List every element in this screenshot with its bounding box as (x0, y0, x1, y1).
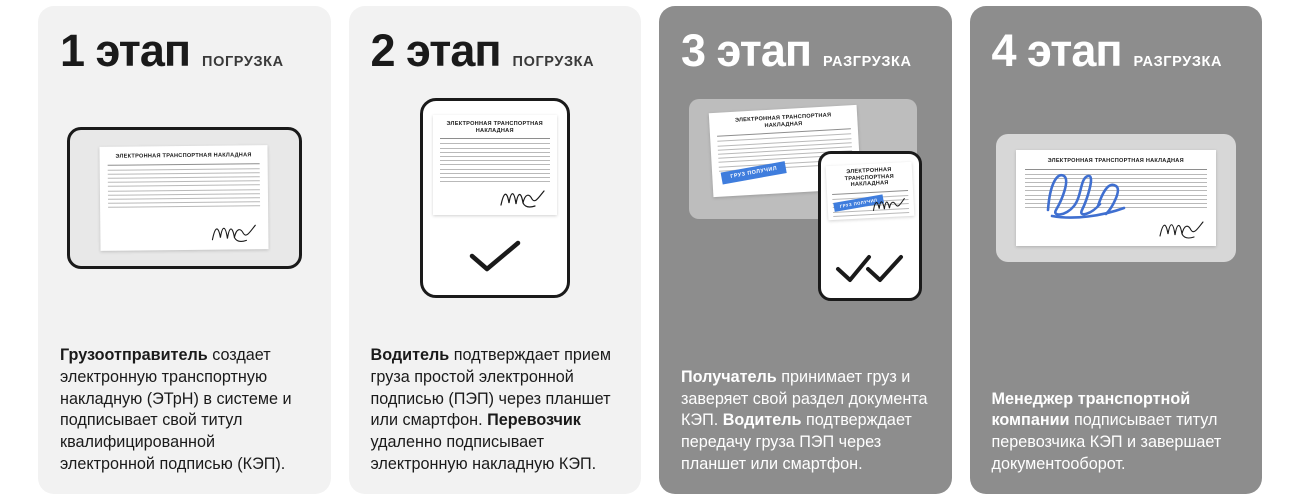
waybill-document (1016, 150, 1216, 246)
signature-mark-icon (871, 194, 910, 215)
document-title: ЭЛЕКТРОННАЯ ТРАНСПОРТНАЯ НАКЛАДНАЯ (446, 121, 543, 134)
stage-illustration-4 (992, 93, 1241, 303)
document-title: ЭЛЕКТРОННАЯ ТРАНСПОРТНАЯ НАКЛАДНАЯ (1047, 158, 1184, 164)
stage-illustration-2 (371, 93, 620, 303)
tablet-portrait-device-icon (420, 98, 570, 298)
stage-description-1: Грузоотправитель создает электронную транспортную накладную (ЭТрН) в системе и подписывает свой титул квалифицированной электронной подписью (КЭП). (60, 345, 292, 474)
checkmark-icon (468, 239, 522, 273)
document-text-lines (440, 143, 550, 182)
cargo-received-stamp-mobile: ГРУЗ ПОЛУЧИЛ (833, 194, 884, 212)
signature-mark-icon (499, 185, 551, 211)
document-text-lines (108, 168, 260, 208)
stage-illustration-3 (681, 93, 930, 303)
stage-description-4: Менеджер транспортной компании подписывает титул перевозчика КЭП и завершает документооборот. (991, 389, 1222, 474)
stage-card-1 (38, 6, 331, 494)
stage-kind-1: ПОГРУЗКА (202, 54, 284, 70)
blue-signature-icon (1040, 166, 1144, 222)
cargo-received-stamp: ГРУЗ ПОЛУЧИЛ (721, 161, 787, 184)
waybill-document (433, 115, 557, 215)
tablet-device-icon (67, 127, 302, 269)
stage-number-3: 3 этап (681, 25, 812, 76)
signature-mark-icon (1158, 216, 1210, 242)
smartphone-device-icon (818, 151, 922, 301)
stage-kind-3: РАЗГРУЗКА (823, 54, 912, 70)
waybill-document-mobile (825, 162, 914, 220)
stage-kind-2: ПОГРУЗКА (512, 54, 595, 70)
document-divider (108, 163, 260, 166)
document-divider (440, 138, 550, 139)
stage-number-2: 2 этап (370, 25, 501, 76)
stage-card-4 (970, 6, 1263, 494)
stage-number-1: 1 этап (60, 25, 191, 76)
tablet-device-icon (996, 134, 1236, 262)
document-title: ЭЛЕКТРОННАЯ ТРАНСПОРТНАЯ НАКЛАДНАЯ (115, 152, 252, 160)
stage-description-2: Водитель подтверждает прием груза простой электронной подписью (ПЭП) через планшет или смартфон. Перевозчик удаленно подписывает электронную накладную КЭП. (370, 345, 612, 474)
double-checkmark-icon (821, 254, 919, 284)
stage-header-4 (991, 25, 1241, 76)
waybill-document (100, 145, 269, 251)
stage-description-3: Получатель принимает груз и заверяет свой раздел документа КЭП. Водитель подтверждает передачу груза ПЭП через планшет или смартфон. (681, 367, 928, 474)
stage-number-4: 4 этап (991, 25, 1122, 76)
document-title: ЭЛЕКТРОННАЯ ТРАНСПОРТНАЯ НАКЛАДНАЯ (734, 112, 832, 129)
signature-mark-icon (210, 219, 262, 246)
stage-illustration-1 (60, 93, 309, 303)
stage-card-3 (659, 6, 952, 494)
stage-header-2 (370, 25, 620, 76)
stage-header-3 (681, 25, 930, 76)
stage-kind-4: РАЗГРУЗКА (1133, 54, 1223, 70)
stage-header-1 (60, 25, 309, 76)
document-title: ЭЛЕКТРОННАЯ ТРАНСПОРТНАЯ НАКЛАДНАЯ (844, 166, 894, 189)
stage-card-2 (349, 6, 642, 494)
